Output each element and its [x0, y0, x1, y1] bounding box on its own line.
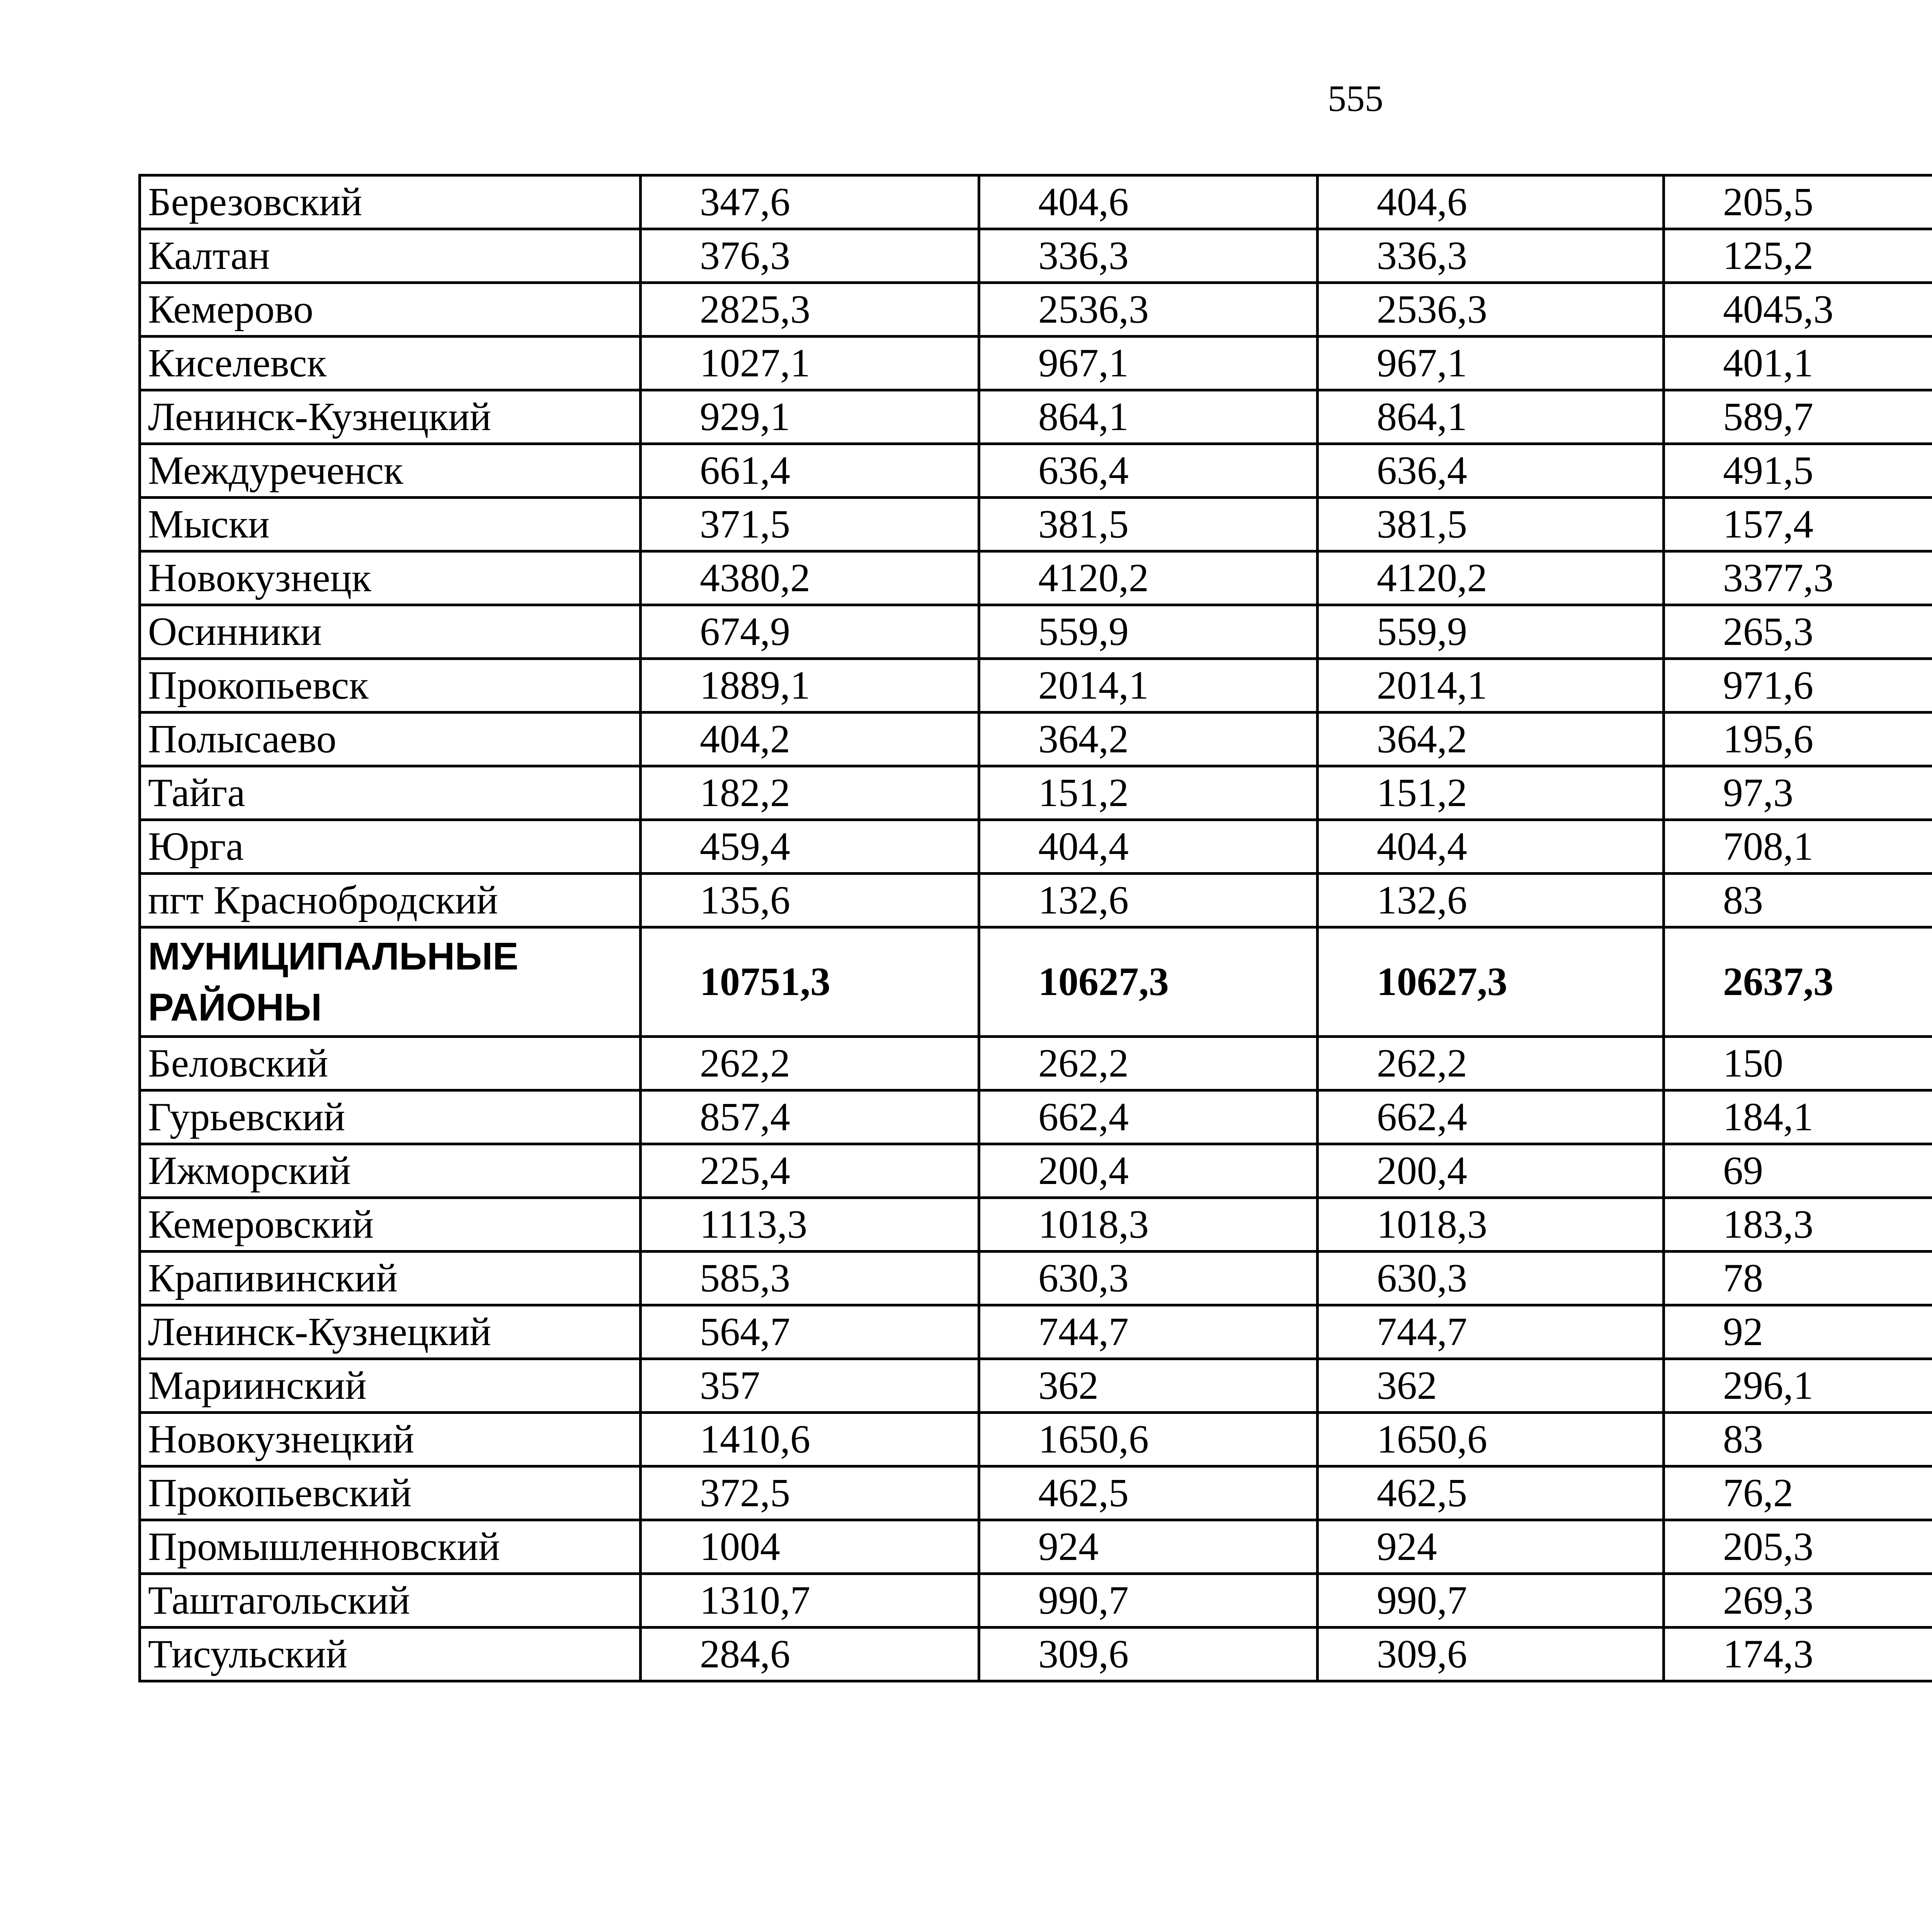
row-name-cell: Новокузнецкий: [140, 1413, 641, 1466]
value-cell: 376,3: [641, 229, 979, 283]
table-body: [140, 175, 1932, 1681]
table-row: [140, 1413, 1932, 1466]
value-cell: 309,6: [979, 1628, 1318, 1681]
value-cell: 157,4: [1664, 498, 1932, 551]
value-cell: 630,3: [1318, 1252, 1664, 1305]
row-name-cell: Тисульский: [140, 1628, 641, 1681]
value-cell: 864,1: [1318, 390, 1664, 444]
value-cell: 174,3: [1664, 1628, 1932, 1681]
value-cell: 225,4: [641, 1144, 979, 1198]
value-cell: 1018,3: [979, 1198, 1318, 1252]
value-cell: 674,9: [641, 605, 979, 659]
row-name-cell: Междуреченск: [140, 444, 641, 498]
value-cell: 381,5: [1318, 498, 1664, 551]
table-row: [140, 1305, 1932, 1359]
value-cell: 296,1: [1664, 1359, 1932, 1413]
table-row: [140, 1359, 1932, 1413]
value-cell: 2536,3: [979, 283, 1318, 337]
table-row: [140, 337, 1932, 390]
value-cell: 1650,6: [979, 1413, 1318, 1466]
value-cell: 1310,7: [641, 1574, 979, 1628]
value-cell: 10627,3: [1318, 927, 1664, 1037]
value-cell: 744,7: [1318, 1305, 1664, 1359]
value-cell: 4120,2: [979, 551, 1318, 605]
value-cell: 662,4: [1318, 1090, 1664, 1144]
row-name-cell: Мариинский: [140, 1359, 641, 1413]
value-cell: 459,4: [641, 820, 979, 874]
table-row: [140, 820, 1932, 874]
row-name-cell: Прокопьевский: [140, 1466, 641, 1520]
table-row: [140, 1574, 1932, 1628]
row-name-cell: Новокузнецк: [140, 551, 641, 605]
value-cell: 971,6: [1664, 659, 1932, 713]
value-cell: 83: [1664, 1413, 1932, 1466]
table-row: [140, 1628, 1932, 1681]
value-cell: 205,3: [1664, 1520, 1932, 1574]
value-cell: 184,1: [1664, 1090, 1932, 1144]
value-cell: 4045,3: [1664, 283, 1932, 337]
value-cell: 2014,1: [979, 659, 1318, 713]
table-row: [140, 1090, 1932, 1144]
value-cell: 404,6: [979, 175, 1318, 229]
value-cell: 990,7: [979, 1574, 1318, 1628]
table-row: [140, 1520, 1932, 1574]
value-cell: 132,6: [1318, 874, 1664, 927]
value-cell: 661,4: [641, 444, 979, 498]
row-name-cell: Крапивинский: [140, 1252, 641, 1305]
value-cell: 357: [641, 1359, 979, 1413]
value-cell: 183,3: [1664, 1198, 1932, 1252]
value-cell: 1004: [641, 1520, 979, 1574]
value-cell: 4380,2: [641, 551, 979, 605]
value-cell: 1113,3: [641, 1198, 979, 1252]
value-cell: 336,3: [1318, 229, 1664, 283]
value-cell: 967,1: [1318, 337, 1664, 390]
row-name-cell: Кемеровский: [140, 1198, 641, 1252]
value-cell: 404,4: [1318, 820, 1664, 874]
value-cell: 200,4: [1318, 1144, 1664, 1198]
value-cell: 10627,3: [979, 927, 1318, 1037]
table-row: [140, 766, 1932, 820]
value-cell: 4120,2: [1318, 551, 1664, 605]
value-cell: 559,9: [1318, 605, 1664, 659]
value-cell: 284,6: [641, 1628, 979, 1681]
value-cell: 636,4: [1318, 444, 1664, 498]
row-name-cell: Беловский: [140, 1037, 641, 1090]
row-name-cell: Калтан: [140, 229, 641, 283]
value-cell: 10751,3: [641, 927, 979, 1037]
value-cell: 636,4: [979, 444, 1318, 498]
value-cell: 708,1: [1664, 820, 1932, 874]
value-cell: 564,7: [641, 1305, 979, 1359]
row-name-cell: пгт Краснобродский: [140, 874, 641, 927]
table-row: [140, 659, 1932, 713]
table-row: [140, 390, 1932, 444]
value-cell: 69: [1664, 1144, 1932, 1198]
row-name-cell: Ижморский: [140, 1144, 641, 1198]
table-row: [140, 229, 1932, 283]
row-name-cell: Ленинск-Кузнецкий: [140, 1305, 641, 1359]
value-cell: 262,2: [979, 1037, 1318, 1090]
row-name-cell: Березовский: [140, 175, 641, 229]
table-row: [140, 175, 1932, 229]
value-cell: 78: [1664, 1252, 1932, 1305]
value-cell: 92: [1664, 1305, 1932, 1359]
value-cell: 132,6: [979, 874, 1318, 927]
value-cell: 309,6: [1318, 1628, 1664, 1681]
value-cell: 97,3: [1664, 766, 1932, 820]
value-cell: 1650,6: [1318, 1413, 1664, 1466]
row-name-cell: Киселевск: [140, 337, 641, 390]
value-cell: 404,2: [641, 713, 979, 766]
value-cell: 1410,6: [641, 1413, 979, 1466]
table-row: [140, 1144, 1932, 1198]
value-cell: 195,6: [1664, 713, 1932, 766]
value-cell: 2536,3: [1318, 283, 1664, 337]
data-table: [138, 174, 1932, 1682]
value-cell: 967,1: [979, 337, 1318, 390]
table-group-row: [140, 927, 1932, 1037]
value-cell: 404,6: [1318, 175, 1664, 229]
value-cell: 362: [1318, 1359, 1664, 1413]
value-cell: 265,3: [1664, 605, 1932, 659]
value-cell: 371,5: [641, 498, 979, 551]
value-cell: 200,4: [979, 1144, 1318, 1198]
value-cell: 462,5: [979, 1466, 1318, 1520]
value-cell: 404,4: [979, 820, 1318, 874]
value-cell: 1018,3: [1318, 1198, 1664, 1252]
value-cell: 2825,3: [641, 283, 979, 337]
value-cell: 2014,1: [1318, 659, 1664, 713]
value-cell: 990,7: [1318, 1574, 1664, 1628]
table-row: [140, 605, 1932, 659]
value-cell: 857,4: [641, 1090, 979, 1144]
page-number: 555: [1328, 78, 1383, 119]
row-name-cell: Прокопьевск: [140, 659, 641, 713]
table-row: [140, 498, 1932, 551]
value-cell: 150: [1664, 1037, 1932, 1090]
row-name-cell: Кемерово: [140, 283, 641, 337]
value-cell: 347,6: [641, 175, 979, 229]
value-cell: 589,7: [1664, 390, 1932, 444]
value-cell: 1027,1: [641, 337, 979, 390]
value-cell: 262,2: [641, 1037, 979, 1090]
value-cell: 364,2: [1318, 713, 1664, 766]
value-cell: 151,2: [1318, 766, 1664, 820]
value-cell: 1889,1: [641, 659, 979, 713]
value-cell: 3377,3: [1664, 551, 1932, 605]
value-cell: 924: [1318, 1520, 1664, 1574]
value-cell: 76,2: [1664, 1466, 1932, 1520]
value-cell: 401,1: [1664, 337, 1932, 390]
row-name-cell: Полысаево: [140, 713, 641, 766]
value-cell: 559,9: [979, 605, 1318, 659]
value-cell: 135,6: [641, 874, 979, 927]
row-name-cell: Мыски: [140, 498, 641, 551]
value-cell: 364,2: [979, 713, 1318, 766]
row-name-cell: Юрга: [140, 820, 641, 874]
value-cell: 125,2: [1664, 229, 1932, 283]
value-cell: 929,1: [641, 390, 979, 444]
table-row: [140, 1252, 1932, 1305]
value-cell: 585,3: [641, 1252, 979, 1305]
row-name-cell: Осинники: [140, 605, 641, 659]
value-cell: 630,3: [979, 1252, 1318, 1305]
value-cell: 262,2: [1318, 1037, 1664, 1090]
group-name-cell: МУНИЦИПАЛЬНЫЕ РАЙОНЫ: [140, 927, 641, 1037]
value-cell: 744,7: [979, 1305, 1318, 1359]
row-name-cell: Таштагольский: [140, 1574, 641, 1628]
table-row: [140, 874, 1932, 927]
value-cell: 491,5: [1664, 444, 1932, 498]
value-cell: 372,5: [641, 1466, 979, 1520]
value-cell: 336,3: [979, 229, 1318, 283]
table-row: [140, 713, 1932, 766]
value-cell: 462,5: [1318, 1466, 1664, 1520]
table-row: [140, 551, 1932, 605]
table-row: [140, 1466, 1932, 1520]
value-cell: 269,3: [1664, 1574, 1932, 1628]
value-cell: 182,2: [641, 766, 979, 820]
value-cell: 362: [979, 1359, 1318, 1413]
value-cell: 924: [979, 1520, 1318, 1574]
table-row: [140, 1037, 1932, 1090]
row-name-cell: Тайга: [140, 766, 641, 820]
value-cell: 381,5: [979, 498, 1318, 551]
row-name-cell: Гурьевский: [140, 1090, 641, 1144]
value-cell: 151,2: [979, 766, 1318, 820]
value-cell: 864,1: [979, 390, 1318, 444]
table-row: [140, 444, 1932, 498]
row-name-cell: Промышленновский: [140, 1520, 641, 1574]
row-name-cell: Ленинск-Кузнецкий: [140, 390, 641, 444]
value-cell: 2637,3: [1664, 927, 1932, 1037]
value-cell: 83: [1664, 874, 1932, 927]
value-cell: 205,5: [1664, 175, 1932, 229]
table-row: [140, 1198, 1932, 1252]
table-row: [140, 283, 1932, 337]
value-cell: 662,4: [979, 1090, 1318, 1144]
